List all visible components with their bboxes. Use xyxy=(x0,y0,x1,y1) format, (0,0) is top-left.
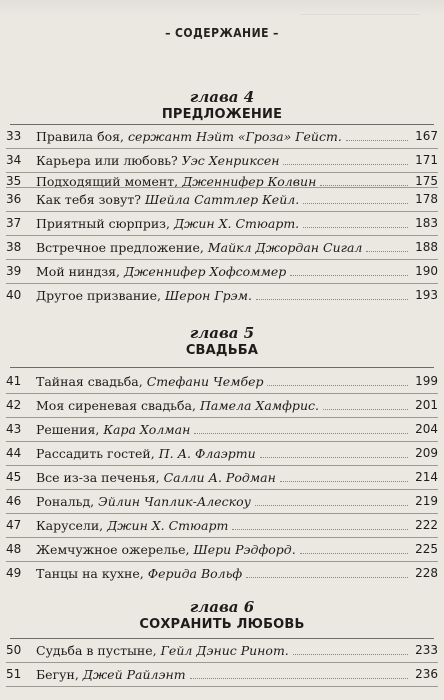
entry-number: 48 xyxy=(6,542,22,556)
entry-author: Салли А. Родман xyxy=(163,469,276,485)
entry-number: 40 xyxy=(6,288,22,302)
leader-dots xyxy=(323,409,408,410)
entry-author: Джин Х. Стюарт. xyxy=(173,215,300,231)
entry-title: Мой ниндзя, xyxy=(36,263,120,279)
toc-entry[interactable] xyxy=(6,393,438,417)
entry-page: 222 xyxy=(415,518,438,532)
entry-number: 36 xyxy=(6,192,22,206)
toc-entry[interactable] xyxy=(6,465,438,489)
toc-entry[interactable] xyxy=(6,513,438,537)
leader-dots xyxy=(303,203,408,204)
entry-title: Бегун, xyxy=(36,666,79,682)
toc-entry[interactable] xyxy=(6,187,438,211)
row-rule xyxy=(6,686,438,687)
entry-number: 35 xyxy=(6,174,22,188)
entry-number: 51 xyxy=(6,667,22,681)
entry-title: Приятный сюрприз, xyxy=(36,215,170,231)
entry-title: Судьба в пустыне, xyxy=(36,642,157,658)
entry-author: Джин Х. Стюарт xyxy=(107,517,229,533)
entry-number: 33 xyxy=(6,129,22,143)
toc-entry[interactable] xyxy=(6,537,438,561)
entry-page: 167 xyxy=(415,129,438,143)
leader-dots xyxy=(190,678,408,679)
entry-title: Тайная свадьба, xyxy=(36,373,143,389)
leader-dots xyxy=(303,227,408,228)
chapter-title: СОХРАНИТЬ ЛЮБОВЬ xyxy=(139,617,305,632)
entry-page: 190 xyxy=(415,264,438,278)
entry-page: 204 xyxy=(415,422,438,436)
entry-title: Другое призвание, xyxy=(36,287,161,303)
entry-author: Стефани Чембер xyxy=(146,373,264,389)
entry-author: Дженнифер Хофсоммер xyxy=(124,263,287,279)
entry-title: Решения, xyxy=(36,421,100,437)
entry-number: 45 xyxy=(6,470,22,484)
entry-author: Ферида Вольф xyxy=(147,565,243,581)
entry-author: Шери Рэдфорд. xyxy=(193,541,296,557)
entry-author: Дженнифер Колвин xyxy=(182,173,317,189)
entry-page: 178 xyxy=(415,192,438,206)
page-header-title: СОДЕРЖАНИЕ xyxy=(174,26,270,40)
entry-author: Гейл Дэнис Ринот. xyxy=(160,642,289,658)
chapter-title: СВАДЬБА xyxy=(185,343,259,358)
entry-page: 209 xyxy=(415,446,438,460)
entry-page: 233 xyxy=(415,643,438,657)
entry-author: Эйлин Чаплик-Алескоу xyxy=(98,493,251,509)
leader-dots xyxy=(260,457,408,458)
entry-number: 44 xyxy=(6,446,22,460)
entry-title: Встречное предложение, xyxy=(36,239,204,255)
header-dash-left: – xyxy=(165,26,171,40)
toc-entry[interactable] xyxy=(6,417,438,441)
entry-author: П. А. Флаэрти xyxy=(158,445,256,461)
chapter-heading xyxy=(0,598,444,634)
toc-entry[interactable] xyxy=(6,662,438,686)
chapter-heading xyxy=(0,88,444,124)
entry-page: 188 xyxy=(415,240,438,254)
entry-page: 236 xyxy=(415,667,438,681)
entry-page: 219 xyxy=(415,494,438,508)
leader-dots xyxy=(255,505,408,506)
entry-title: Моя сиреневая свадьба, xyxy=(36,397,196,413)
entry-number: 39 xyxy=(6,264,22,278)
toc-entry[interactable] xyxy=(6,561,438,585)
entry-title: Карьера или любовь? xyxy=(36,152,178,168)
chapter-label: глава 6 xyxy=(189,598,255,616)
leader-dots xyxy=(267,385,408,386)
toc-entry[interactable] xyxy=(6,369,438,393)
entry-author: Кара Холман xyxy=(103,421,191,437)
entry-author: Памела Хамфрис. xyxy=(199,397,319,413)
entry-page: 183 xyxy=(415,216,438,230)
entry-page: 199 xyxy=(415,374,438,388)
toc-entry[interactable] xyxy=(6,441,438,465)
entry-author: Шейла Саттлер Кейл. xyxy=(144,191,300,207)
toc-entry[interactable] xyxy=(6,489,438,513)
entry-author: Майкл Джордан Сигал xyxy=(207,239,363,255)
toc-entry[interactable] xyxy=(6,283,438,307)
leader-dots xyxy=(194,433,408,434)
leader-dots xyxy=(293,654,408,655)
leader-dots xyxy=(300,553,408,554)
entry-author: сержант Нэйт «Гроза» Гейст. xyxy=(128,128,342,144)
chapter-divider xyxy=(10,367,434,368)
entry-page: 214 xyxy=(415,470,438,484)
entry-title: Правила боя, xyxy=(36,128,125,144)
toc-entry[interactable] xyxy=(6,259,438,283)
leader-dots xyxy=(366,251,408,252)
entry-author: Джей Райлэнт xyxy=(82,666,186,682)
running-head xyxy=(0,26,444,40)
entry-number: 42 xyxy=(6,398,22,412)
leader-dots xyxy=(232,529,408,530)
entry-number: 38 xyxy=(6,240,22,254)
entry-number: 37 xyxy=(6,216,22,230)
entry-title: Подходящий момент, xyxy=(36,173,179,189)
chapter-heading xyxy=(0,324,444,360)
entry-number: 49 xyxy=(6,566,22,580)
leader-dots xyxy=(256,299,408,300)
chapter-label: глава 5 xyxy=(189,324,255,342)
entry-page: 193 xyxy=(415,288,438,302)
entry-title: Рассадить гостей, xyxy=(36,445,155,461)
leader-dots xyxy=(246,577,408,578)
entry-author: Шерон Грэм. xyxy=(164,287,252,303)
entry-title: Карусели, xyxy=(36,517,104,533)
toc-entry[interactable] xyxy=(6,235,438,259)
entry-title: Все из-за печенья, xyxy=(36,469,160,485)
entry-number: 46 xyxy=(6,494,22,508)
leader-dots xyxy=(280,481,408,482)
toc-entry[interactable] xyxy=(6,211,438,235)
entry-page: 225 xyxy=(415,542,438,556)
toc-entry[interactable] xyxy=(6,638,438,662)
entry-page: 171 xyxy=(415,153,438,167)
entry-number: 41 xyxy=(6,374,22,388)
leader-dots xyxy=(346,140,408,141)
entry-number: 43 xyxy=(6,422,22,436)
chapter-label: глава 4 xyxy=(189,88,255,106)
leader-dots xyxy=(290,275,408,276)
header-dash-right: – xyxy=(273,26,279,40)
entry-title: Жемчужное ожерелье, xyxy=(36,541,190,557)
toc-entry[interactable] xyxy=(6,124,438,148)
entry-page: 228 xyxy=(415,566,438,580)
chapter-title: ПРЕДЛОЖЕНИЕ xyxy=(161,107,283,122)
entry-page: 175 xyxy=(415,174,438,188)
entry-title: Рональд, xyxy=(36,493,95,509)
entry-title: Как тебя зовут? xyxy=(36,191,141,207)
leader-dots xyxy=(320,185,408,186)
entry-page: 201 xyxy=(415,398,438,412)
entry-author: Уэс Хенриксен xyxy=(181,152,280,168)
entry-number: 34 xyxy=(6,153,22,167)
entry-number: 47 xyxy=(6,518,22,532)
bleed-through-mark xyxy=(300,14,420,25)
entry-title: Танцы на кухне, xyxy=(36,565,144,581)
entry-number: 50 xyxy=(6,643,22,657)
